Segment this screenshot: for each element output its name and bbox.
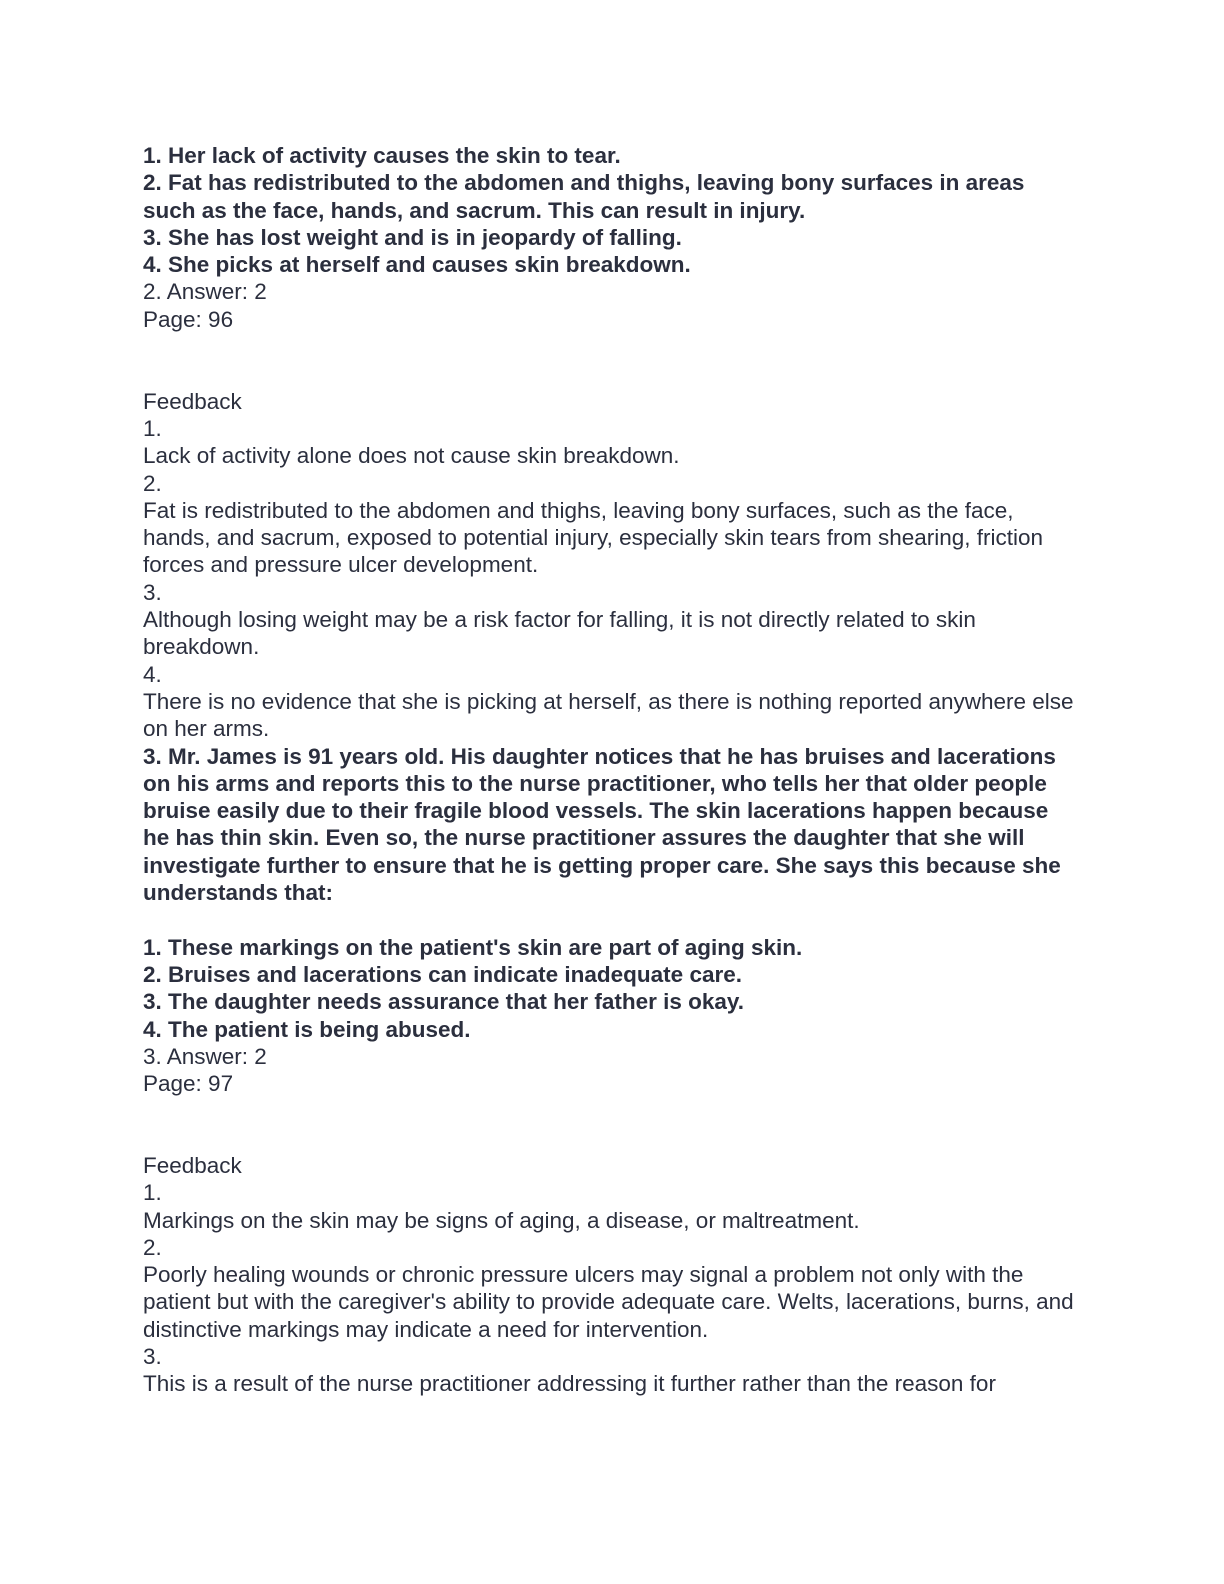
q3-feedback (143, 1152, 1078, 1398)
q3-options (143, 934, 1078, 1043)
feedback-heading: Feedback (143, 1152, 242, 1178)
feedback-text: Lack of activity alone does not cause skin breakdown. (143, 443, 680, 469)
q2-option-3: 3. She has lost weight and is in jeopardy of falling. (143, 224, 682, 250)
q2-options (143, 142, 1078, 278)
feedback-text: Poorly healing wounds or chronic pressure ulcers may signal a problem not only with the patient but with the caregiver's ability to provide adequate care. Welts, lacerations, burns, and distinctive markings may indicate a need for intervention. (143, 1262, 1074, 1342)
feedback-number: 3. (143, 1344, 162, 1370)
q2-option-4: 4. She picks at herself and causes skin breakdown. (143, 252, 691, 278)
q2-feedback (143, 388, 1078, 743)
feedback-number: 1. (143, 415, 162, 441)
spacer (143, 333, 1078, 388)
spacer (143, 906, 1078, 933)
feedback-number: 2. (143, 1234, 162, 1260)
feedback-text: Fat is redistributed to the abdomen and thighs, leaving bony surfaces, such as the face, hands, and sacrum, exposed to potential injury, especially skin tears from shearing, friction forces and pressure ulcer development. (143, 497, 1044, 578)
feedback-number: 1. (143, 1180, 162, 1206)
q2-option-2: 2. Fat has redistributed to the abdomen and thighs, leaving bony surfaces in areas such as the face, hands, and sacrum. This can result in injury. (143, 170, 1025, 223)
feedback-text: Although losing weight may be a risk factor for falling, it is not directly related to skin breakdown. (143, 607, 976, 660)
feedback-text: This is a result of the nurse practitioner addressing it further rather than the reason for (143, 1371, 996, 1397)
document-page (143, 142, 1078, 1398)
q3-page-ref: Page: 97 (143, 1071, 234, 1097)
feedback-number: 3. (143, 579, 162, 605)
feedback-heading: Feedback (143, 388, 242, 414)
q2-option-1: 1. Her lack of activity causes the skin to tear. (143, 143, 621, 168)
q3-option-1: 1. These markings on the patient's skin are part of aging skin. (143, 934, 803, 960)
feedback-text: There is no evidence that she is picking at herself, as there is nothing reported anywhere else on her arms. (143, 688, 1074, 742)
q3-option-4: 4. The patient is being abused. (143, 1016, 471, 1042)
q3-option-3: 3. The daughter needs assurance that her father is okay. (143, 989, 745, 1015)
feedback-text: Markings on the skin may be signs of aging, a disease, or maltreatment. (143, 1207, 860, 1233)
feedback-number: 4. (143, 661, 162, 687)
q2-answer: 2. Answer: 2 (143, 279, 267, 305)
q3-answer: 3. Answer: 2 (143, 1043, 267, 1069)
q2-page-ref: Page: 96 (143, 306, 234, 332)
q3-question: 3. Mr. James is 91 years old. His daughter notices that he has bruises and lacerations on his arms and reports this to the nurse practitioner, who tells her that older people bruise easily due to their fragile blood vessels. The skin lacerations happen because he has thin skin. Even so, the nurse practitioner assures the daughter that she will investigate further to ensure that he is getting proper care. She says this because she understands that: (143, 743, 1061, 906)
q3-option-2: 2. Bruises and lacerations can indicate inadequate care. (143, 961, 742, 987)
feedback-number: 2. (143, 470, 162, 496)
spacer (143, 1097, 1078, 1152)
